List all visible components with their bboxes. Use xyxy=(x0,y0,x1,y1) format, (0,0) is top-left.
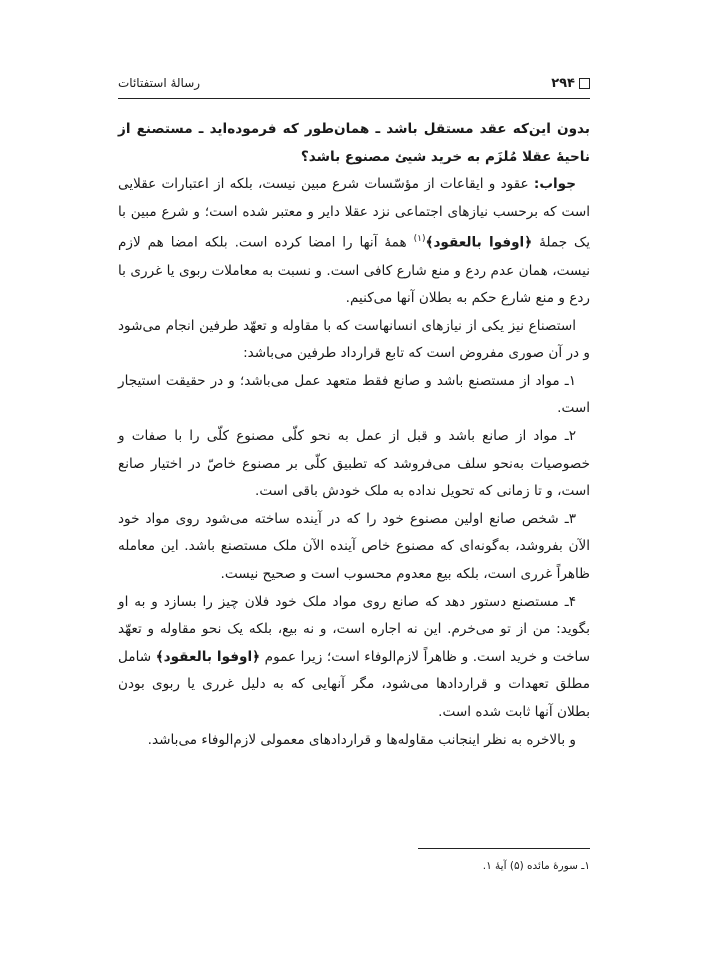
page-number xyxy=(551,76,590,91)
question-paragraph: بدون این‌که عقد مستقل باشد ـ همان‌طور که فرموده‌اید ـ مستصنع از ناحیهٔ عقلا مُلزَم به خرید شیئ مصنوع باشد؟ xyxy=(118,121,590,165)
footnote-marker: (۱) xyxy=(413,234,426,245)
document-page xyxy=(118,70,590,900)
square-marker-icon xyxy=(579,78,590,89)
answer-label: جواب: xyxy=(533,176,576,193)
answer-text-2: همهٔ آنها را امضا کرده است. بلکه امضا هم لازم نیست، همان عدم ردع و منع شارع کافی است. و نسبت به معاملات ربوی یا غرری با ردع و منع شارع حکم به بطلان آنها می‌کنیم. xyxy=(118,234,590,307)
case-1-paragraph: ۱ـ مواد از مستصنع باشد و صانع فقط متعهد عمل می‌باشد؛ و در حقیقت استیجار است. xyxy=(118,372,590,417)
case-4-text-2: شامل مطلق تعهدات و قراردادها می‌شود، مگر آنهایی که به دلیل غرری یا ربوی بودن بطلان آنها ثابت شده است. xyxy=(118,648,590,720)
footnote-divider xyxy=(418,848,590,849)
case-4-text-1: ۴ـ مستصنع دستور دهد که صانع روی مواد ملک خود فلان چیز را بسازد و به او بگوید: من از تو می‌خرم. این نه اجاره است، و نه بیع، بلکه یک نحو مقاوله و تعهّد ساخت و خرید است. و ظاهراً لازم‌الوفاء است؛ زیرا عموم xyxy=(118,593,591,665)
running-title: رسالهٔ استفتائات xyxy=(118,76,201,90)
page-number-text: ۲۹۴ xyxy=(551,76,575,91)
quran-phrase-2: ﴿اوفوا بالعقود﴾ xyxy=(155,648,261,665)
answer-text-1: عقود و ایقاعات از مؤسّسات شرع مبین نیست، بلکه از اعتبارات عقلایی است که برحسب نیازهای اجتماعی نزد عقلا دایر و معتبر شده است؛ و شرع مبین با یک جملهٔ xyxy=(118,176,590,251)
footnote: ۱ـ سورهٔ مائده (۵) آیهٔ ۱. xyxy=(482,860,590,872)
case-3-paragraph: ۳ـ شخص صانع اولین مصنوع خود را که در آینده ساخته می‌شود روی مواد خود الآن بفروشد، به‌گونه‌ای که مصنوع خاص آینده الآن ملک مستصنع باشد. این معامله ظاهراً غرری است، بلکه بیع معدوم محسوب است و صحیح نیست. xyxy=(118,510,590,583)
conclusion-paragraph: و بالاخره به نظر اینجانب مقاوله‌ها و قراردادهای معمولی لازم‌الوفاء می‌باشد. xyxy=(147,731,576,748)
istisna-intro-paragraph: استصناع نیز یکی از نیازهای انسانهاست که با مقاوله و تعهّد طرفین انجام می‌شود و در آن صوری مفروض است که تابع قرارداد طرفین می‌باشد: xyxy=(118,317,590,362)
quran-phrase: ﴿اوفوا بالعقود﴾ xyxy=(425,234,533,251)
answer-paragraph xyxy=(118,171,590,313)
page-header xyxy=(118,70,590,99)
case-4-paragraph xyxy=(118,589,590,727)
body-text xyxy=(118,116,590,754)
case-2-paragraph: ۲ـ مواد از صانع باشد و قبل از عمل به نحو کلّی مصنوع کلّی را با صفات و خصوصیات به‌نحو سلف می‌فروشد که تطبیق کلّی بر مصنوع خاصّ در اختیار صانع است، و تا زمانی که تحویل نداده به ملک خودش باقی است. xyxy=(118,428,590,500)
